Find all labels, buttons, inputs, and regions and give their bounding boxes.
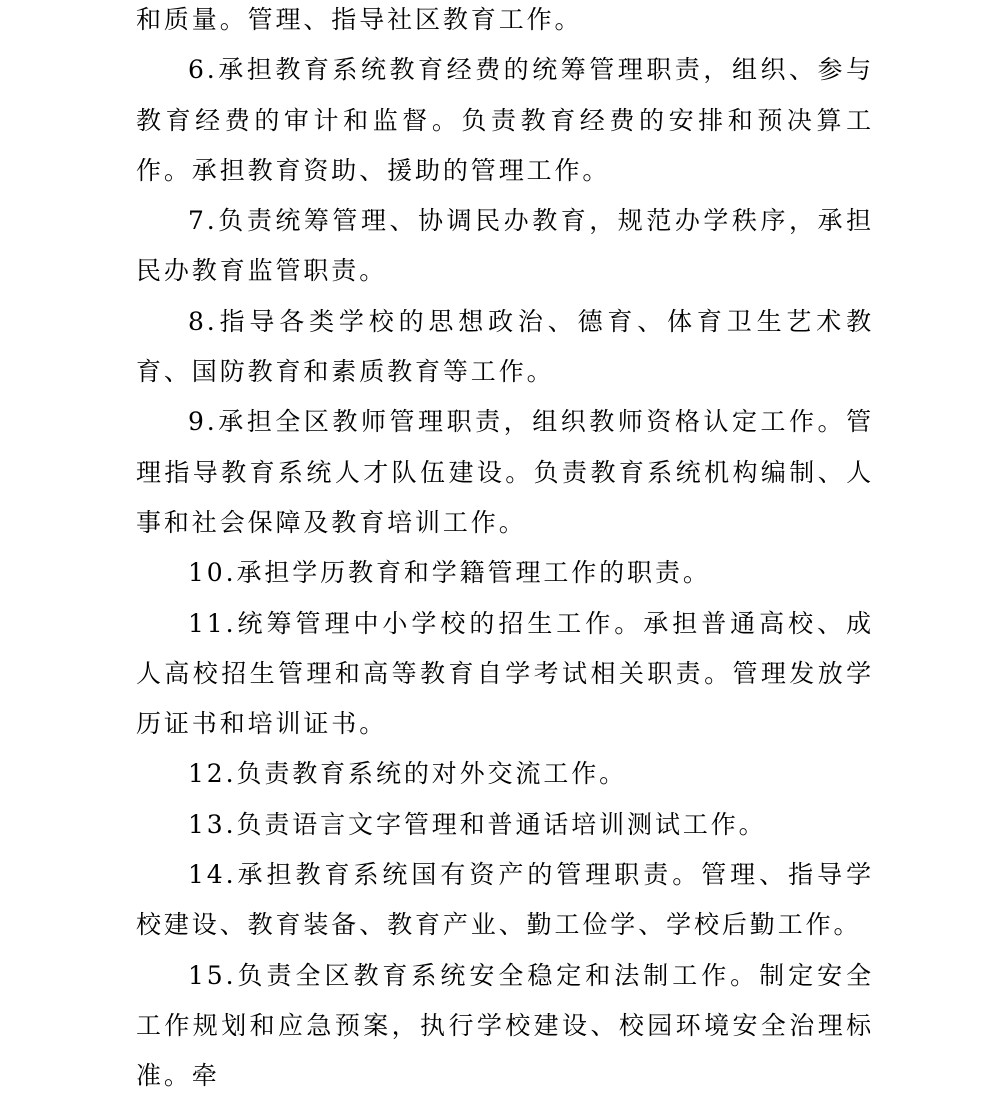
paragraph-item-7: 7.负责统筹管理、协调民办教育，规范办学秩序，承担民办教育监管职责。 xyxy=(136,206,874,286)
paragraph-continuation: 和质量。管理、指导社区教育工作。 xyxy=(136,5,583,34)
paragraph-item-6: 6.承担教育系统教育经费的统筹管理职责，组织、参与教育经费的审计和监督。负责教育经费的安排和预决算工作。承担教育资助、援助的管理工作。 xyxy=(136,55,874,185)
paragraph-item-9: 9.承担全区教师管理职责，组织教师资格认定工作。管理指导教育系统人才队伍建设。负责教育系统机构编制、人事和社会保障及教育培训工作。 xyxy=(136,407,874,537)
paragraph-item-8: 8.指导各类学校的思想政治、德育、体育卫生艺术教育、国防教育和素质教育等工作。 xyxy=(136,306,874,387)
document-body xyxy=(136,0,874,1102)
paragraph-item-13: 13.负责语言文字管理和普通话培训测试工作。 xyxy=(188,809,767,839)
paragraph-item-12: 12.负责教育系统的对外交流工作。 xyxy=(188,759,628,789)
paragraph-item-14: 14.承担教育系统国有资产的管理职责。管理、指导学校建设、教育装备、教育产业、勤工俭学、学校后勤工作。 xyxy=(136,860,874,940)
paragraph-item-15: 15.负责全区教育系统安全稳定和法制工作。制定安全工作规划和应急预案，执行学校建设、校园环境安全治理标准。牵 xyxy=(136,960,874,1091)
paragraph-item-10: 10.承担学历教育和学籍管理工作的职责。 xyxy=(188,558,711,588)
paragraph-item-11: 11.统筹管理中小学校的招生工作。承担普通高校、成人高校招生管理和高等教育自学考试相关职责。管理发放学历证书和培训证书。 xyxy=(136,608,874,739)
